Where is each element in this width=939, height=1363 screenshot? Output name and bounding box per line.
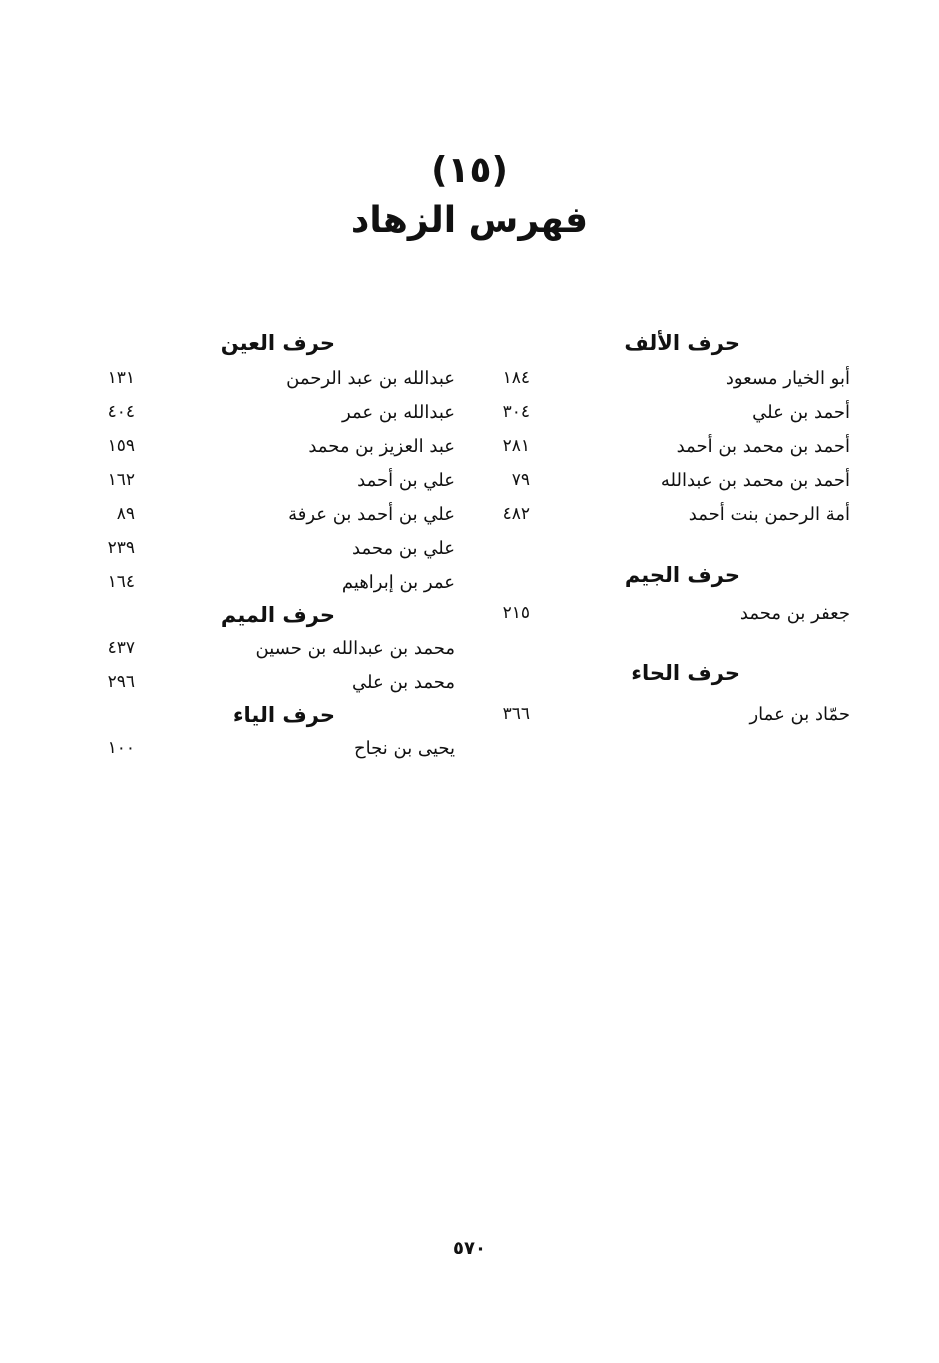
index-entry <box>95 463 455 497</box>
index-entry <box>95 497 455 531</box>
right-column <box>490 325 850 737</box>
entry-page: ٨٩ <box>116 504 135 524</box>
section-heading-mim: حرف الميم <box>220 603 335 627</box>
entry-page: ٣٦٦ <box>502 704 530 724</box>
index-entry <box>490 395 850 429</box>
index-entry <box>95 531 455 565</box>
section-heading-alif: حرف الألف <box>624 331 740 355</box>
entry-page: ٤٠٤ <box>107 402 135 422</box>
entry-name: أحمد بن محمد بن عبدالله <box>660 469 850 491</box>
entry-name: علي بن أحمد <box>357 469 455 491</box>
spacer <box>490 633 850 655</box>
entry-name: يحيى بن نجاح <box>354 737 455 759</box>
entry-name: أحمد بن علي <box>752 401 850 423</box>
entry-page: ١٦٢ <box>107 470 135 490</box>
index-entry <box>95 395 455 429</box>
page-number: ٥٧٠ <box>453 1238 486 1259</box>
entry-name: عبد العزيز بن محمد <box>308 435 455 457</box>
entry-page: ٤٣٧ <box>107 638 135 658</box>
spacer <box>490 531 850 557</box>
left-column <box>95 325 455 765</box>
entry-name: علي بن أحمد بن عرفة <box>288 503 455 525</box>
entry-name: عبدالله بن عمر <box>342 401 455 423</box>
entry-name: عمر بن إبراهيم <box>341 571 455 593</box>
index-entry <box>95 565 455 599</box>
index-entry <box>95 361 455 395</box>
entry-page: ١٠٠ <box>107 738 135 758</box>
section-heading-ya: حرف الياء <box>232 703 335 727</box>
entry-name: عبدالله بن عبد الرحمن <box>286 367 455 389</box>
section-number: (١٥) <box>431 150 508 191</box>
entry-page: ٢٩٦ <box>107 672 135 692</box>
entry-page: ٢١٥ <box>502 603 530 623</box>
index-entry <box>490 463 850 497</box>
section-heading-ain: حرف العين <box>220 331 335 355</box>
page-title: فهرس الزهاد <box>350 200 589 241</box>
index-entry <box>490 593 850 633</box>
entry-page: ١٦٤ <box>107 572 135 592</box>
section-heading-ha: حرف الحاء <box>631 661 740 685</box>
entry-name: محمد بن علي <box>352 671 455 693</box>
entry-name: حمّاد بن عمار <box>749 703 850 725</box>
section-heading-jim: حرف الجيم <box>624 563 740 587</box>
entry-page: ٣٠٤ <box>502 402 530 422</box>
index-entry <box>490 497 850 531</box>
index-entry <box>490 361 850 395</box>
entry-name: جعفر بن محمد <box>739 602 850 624</box>
entry-page: ٤٨٢ <box>502 504 530 524</box>
entry-page: ١٣١ <box>107 368 135 388</box>
index-entry <box>95 731 455 765</box>
entry-name: أحمد بن محمد بن أحمد <box>676 435 850 457</box>
index-entry <box>490 691 850 737</box>
entry-name: أبو الخيار مسعود <box>725 367 850 389</box>
entry-name: محمد بن عبدالله بن حسين <box>255 637 455 659</box>
index-entry <box>95 665 455 699</box>
entry-name: علي بن محمد <box>352 537 455 559</box>
entry-page: ١٥٩ <box>107 436 135 456</box>
index-entry <box>95 631 455 665</box>
entry-page: ٢٣٩ <box>107 538 135 558</box>
entry-name: أمة الرحمن بنت أحمد <box>688 503 850 525</box>
index-entry <box>490 429 850 463</box>
entry-page: ٧٩ <box>511 470 530 490</box>
index-entry <box>95 429 455 463</box>
entry-page: ٢٨١ <box>502 436 530 456</box>
entry-page: ١٨٤ <box>502 368 530 388</box>
